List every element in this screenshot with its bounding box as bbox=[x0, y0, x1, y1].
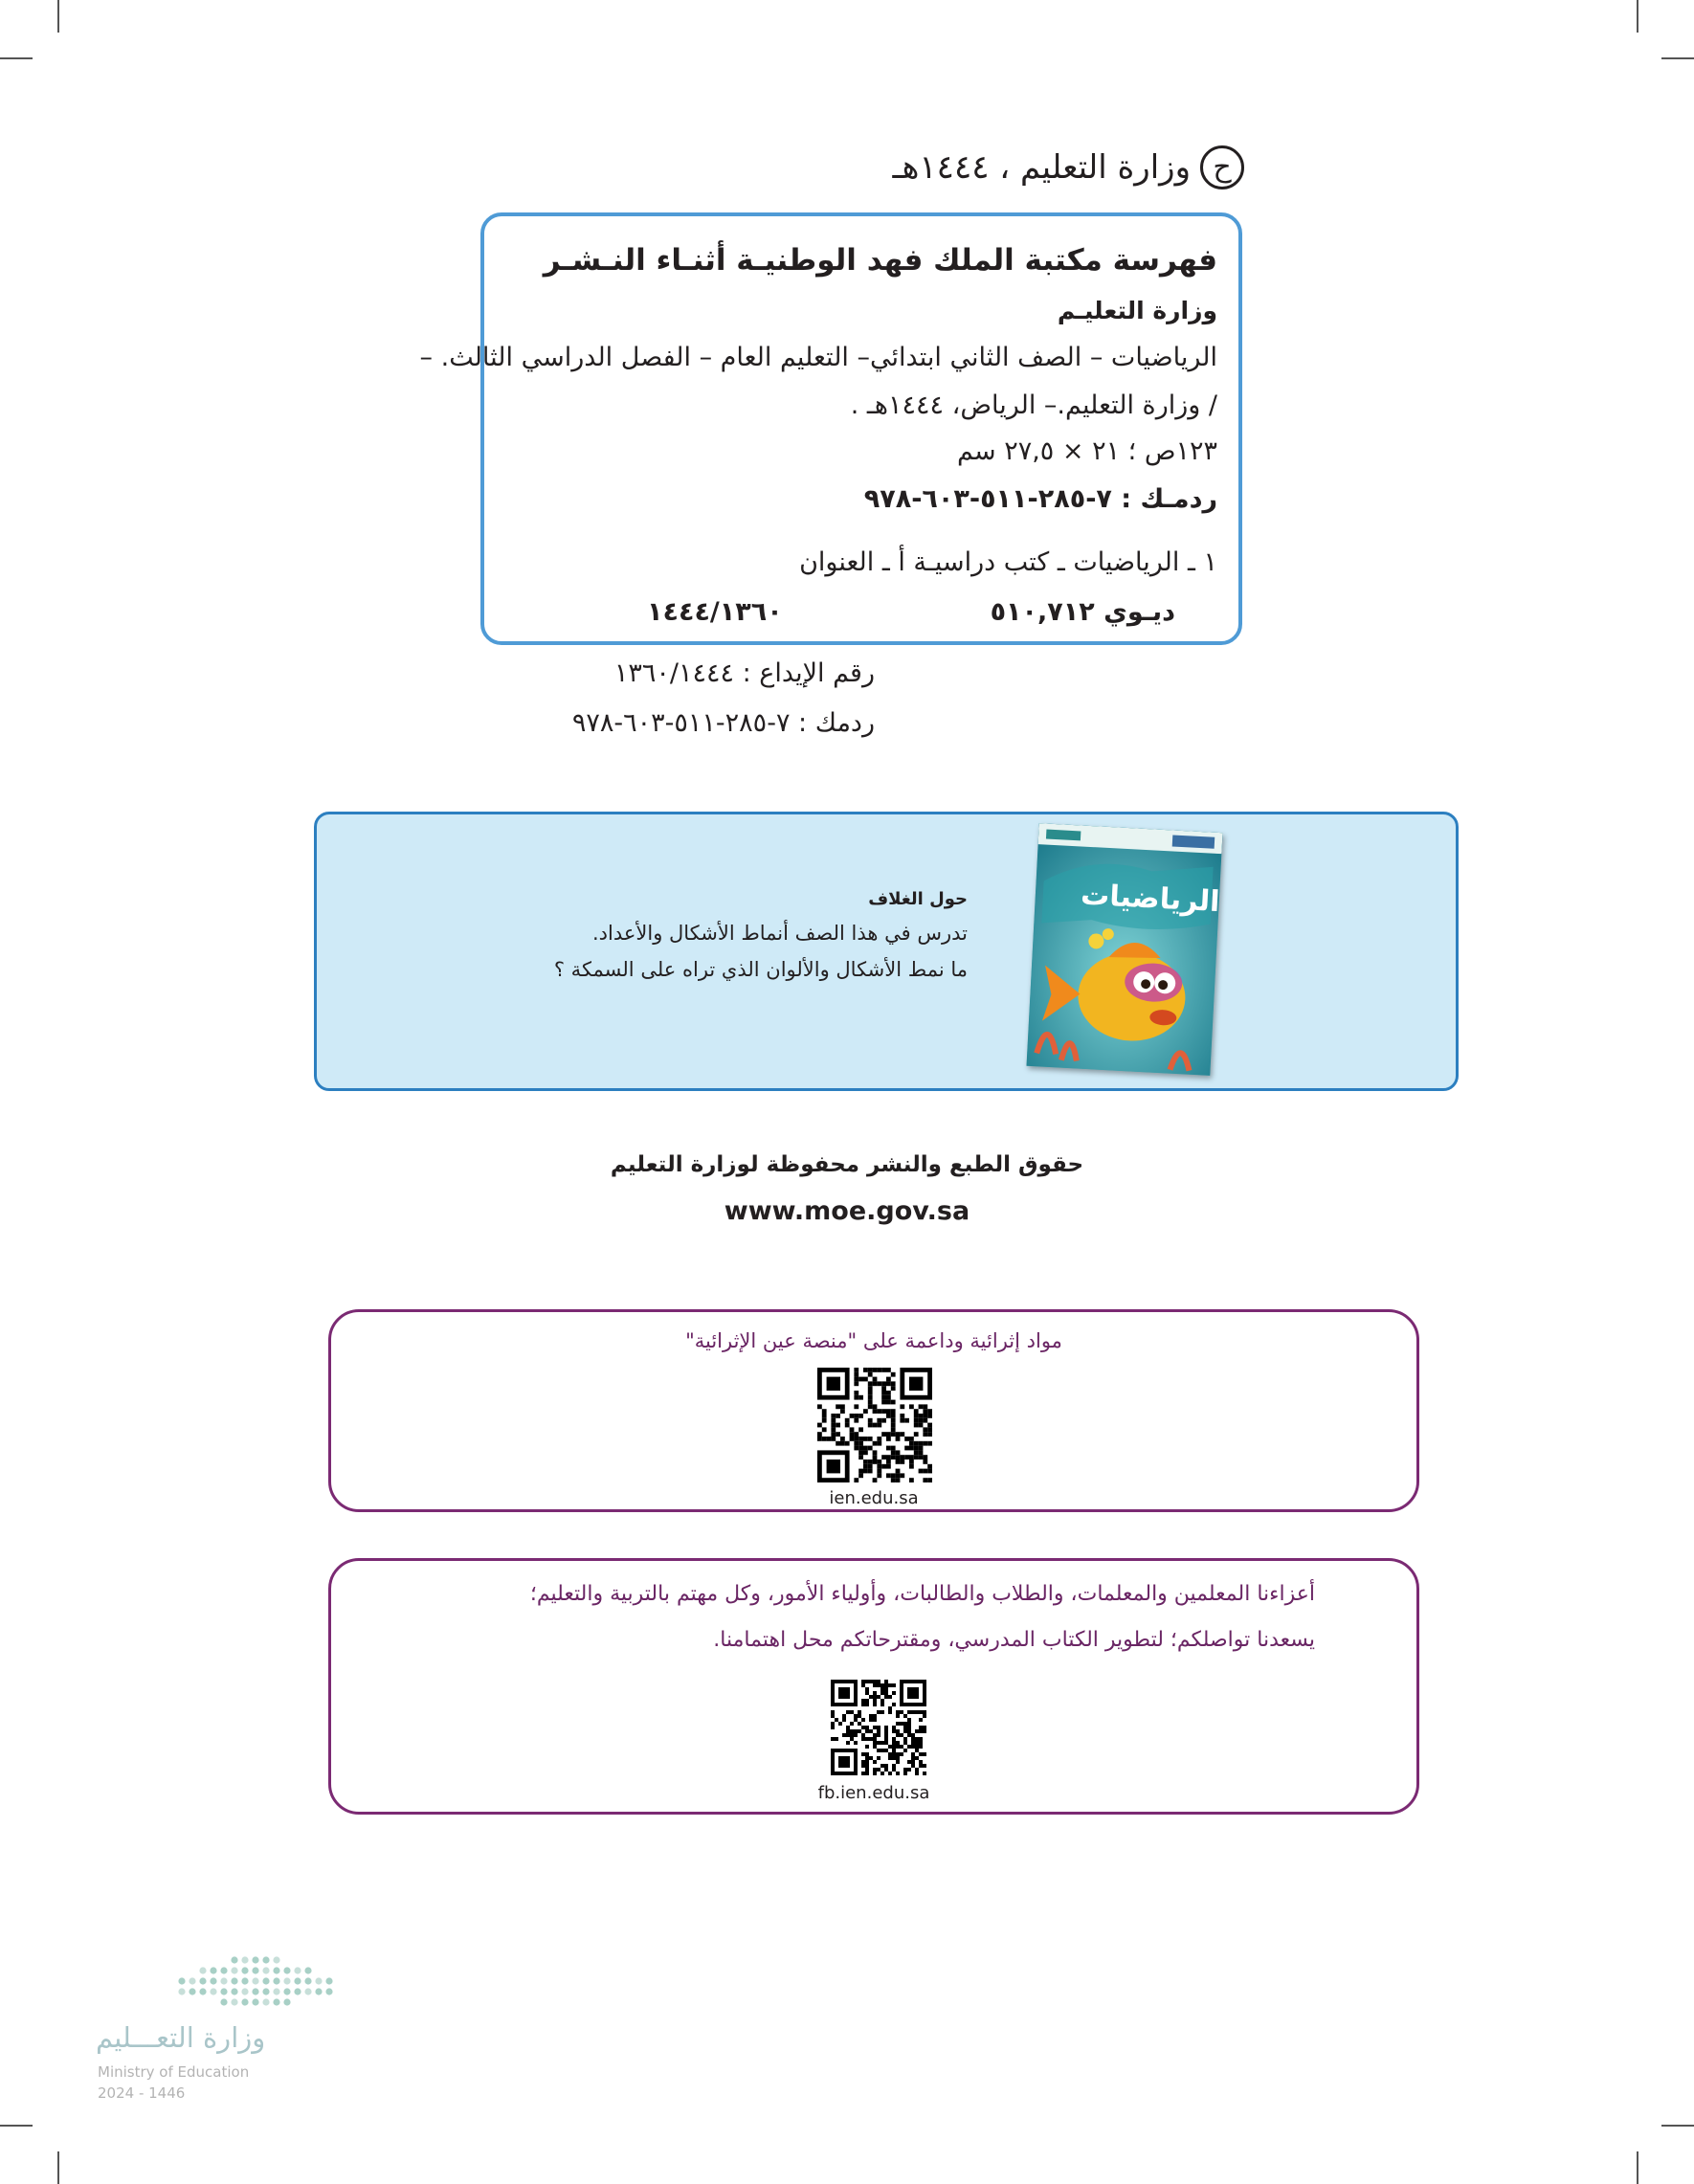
about-cover-title: حول الغلاف bbox=[868, 889, 968, 909]
catalog-dewey: ديـوي ٥١٠,٧١٢ bbox=[990, 597, 1175, 627]
catalog-title: فهرسة مكتبة الملك فهد الوطنيـة أثنـاء النـشـر bbox=[543, 243, 1217, 278]
about-cover-box bbox=[314, 812, 1459, 1091]
feedback-box bbox=[328, 1558, 1419, 1815]
feedback-url[interactable]: fb.ien.edu.sa bbox=[817, 1783, 930, 1803]
crop-mark bbox=[0, 57, 33, 59]
crop-mark bbox=[1661, 2125, 1694, 2127]
copyright-symbol: ح bbox=[1200, 145, 1244, 189]
ministry-logo-dots-icon bbox=[176, 1952, 339, 2010]
ien-qr-code[interactable] bbox=[817, 1368, 932, 1482]
ministry-website-link[interactable]: www.moe.gov.sa bbox=[724, 1196, 970, 1226]
catalog-publisher: وزارة التعليـم bbox=[1057, 297, 1217, 324]
catalog-line-2: / وزارة التعليم.– الرياض، ١٤٤٤هـ . bbox=[850, 390, 1217, 420]
copyright-text: وزارة التعليم ، ١٤٤٤هـ bbox=[892, 148, 1191, 187]
cover-book-title: الرياضيات bbox=[1080, 878, 1221, 920]
crop-mark bbox=[57, 0, 59, 33]
feedback-line-1: أعزاءنا المعلمين والمعلمات، والطلاب والطالبات، وأولياء الأمور، وكل مهتم بالتربية والتعليم؛ bbox=[529, 1582, 1315, 1606]
feedback-qr-code[interactable] bbox=[831, 1680, 926, 1775]
fish-cover-illustration bbox=[1026, 823, 1222, 1076]
catalog-subjects: ١ ـ الرياضيات ـ كتب دراسيـة أ ـ العنوان bbox=[799, 547, 1217, 577]
catalog-deposit: ١٤٤٤/١٣٦٠ bbox=[647, 597, 783, 627]
crop-mark bbox=[1661, 57, 1694, 59]
isbn-number: ردمك : ٧-٢٨٥-٥١١-٦٠٣-٩٧٨ bbox=[571, 708, 875, 738]
copyright-notice: حقوق الطبع والنشر محفوظة لوزارة التعليم bbox=[610, 1152, 1084, 1177]
crop-mark bbox=[0, 2125, 33, 2127]
about-cover-line-1: تدرس في هذا الصف أنماط الأشكال والأعداد. bbox=[591, 922, 968, 945]
about-cover-line-2: ما نمط الأشكال والألوان الذي تراه على السمكة ؟ bbox=[553, 958, 968, 981]
catalog-isbn: ردمـك : ٧-٢٨٥-٥١١-٦٠٣-٩٧٨ bbox=[863, 484, 1217, 514]
catalog-line-1: الرياضيات – الصف الثاني ابتدائي– التعليم العام – الفصل الدراسي الثالث. – bbox=[419, 343, 1217, 372]
ien-url[interactable]: ien.edu.sa bbox=[829, 1488, 919, 1508]
ministry-logo-year: 2024 - 1446 bbox=[98, 2084, 186, 2102]
copyright-line bbox=[893, 145, 1244, 189]
catalog-record-box bbox=[419, 212, 1242, 645]
deposit-number: رقم الإيداع : ١٣٦٠/١٤٤٤ bbox=[613, 658, 875, 688]
book-cover-image bbox=[1026, 823, 1222, 1076]
catalog-line-3: ١٢٣ص ؛ ٢١ × ٢٧,٥ سم bbox=[957, 436, 1217, 466]
feedback-line-2: يسعدنا تواصلكم؛ لتطوير الكتاب المدرسي، ومقترحاتكم محل اهتمامنا. bbox=[713, 1628, 1315, 1652]
ministry-logo-english: Ministry of Education bbox=[98, 2063, 250, 2081]
ministry-logo-arabic: وزارة التعـــليم bbox=[96, 2021, 266, 2054]
crop-mark bbox=[1637, 0, 1638, 33]
crop-mark bbox=[57, 2151, 59, 2184]
crop-mark bbox=[1637, 2151, 1638, 2184]
ien-platform-text: مواد إثرائية وداعمة على "منصة عين الإثرائية" bbox=[685, 1329, 1062, 1352]
ien-platform-box bbox=[328, 1309, 1419, 1512]
